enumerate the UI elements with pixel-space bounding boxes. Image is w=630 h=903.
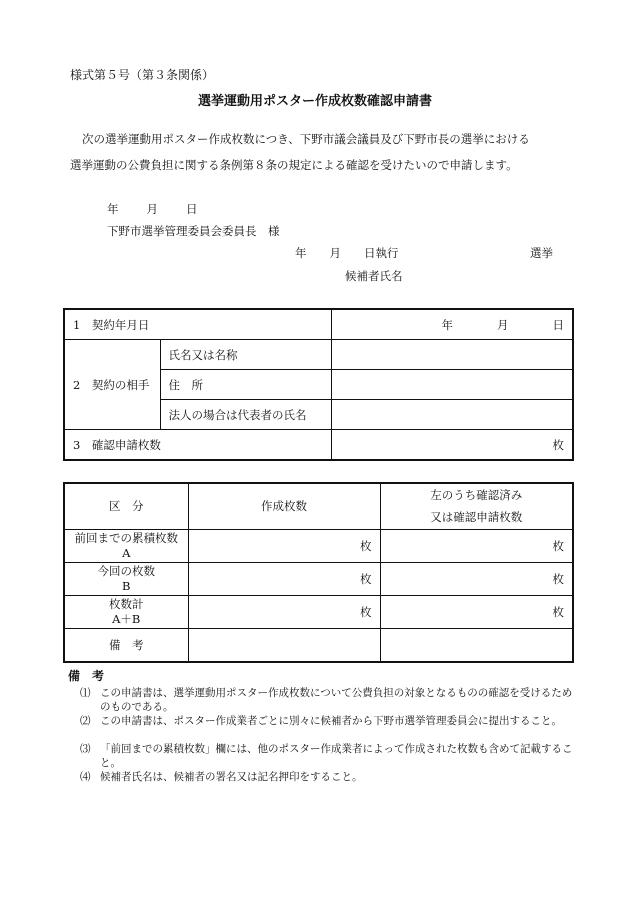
count-table: [63, 482, 574, 663]
table-header-row: [64, 483, 573, 529]
note-number: ⑵: [80, 715, 91, 727]
date-day: 日: [186, 202, 198, 216]
row-label-line-2: B: [122, 578, 131, 593]
contract-month: 月: [497, 317, 509, 332]
notes-heading: 備 考: [68, 669, 105, 683]
table-row: [64, 430, 573, 461]
note-item: [80, 770, 575, 784]
row-label: [64, 562, 188, 595]
request-count-field[interactable]: [331, 430, 573, 461]
intro-text: [70, 126, 570, 178]
contract-date-label: 1 契約年月日: [64, 309, 331, 340]
election-label: 選挙: [530, 246, 553, 260]
row-label: [64, 595, 188, 628]
note-number: ⑴: [80, 687, 91, 699]
party-address-label: 住 所: [160, 370, 331, 400]
unit-label: 枚: [360, 538, 372, 553]
intro-line-2: 選挙運動の公費負担に関する条例第８条の規定による確認を受けたいので申請します。: [70, 158, 518, 172]
remarks-field-b[interactable]: [380, 628, 573, 662]
party-rep-label: 法人の場合は代表者の氏名: [160, 400, 331, 430]
table-row: [64, 529, 573, 562]
confirmed-count-field[interactable]: [380, 529, 573, 562]
date-year: 年: [107, 202, 119, 216]
request-count-unit: 枚: [552, 437, 565, 452]
contract-party-label: 2 契約の相手: [64, 340, 160, 430]
note-item: [80, 742, 575, 770]
confirmed-count-header: [380, 483, 573, 529]
created-count-field[interactable]: [188, 529, 380, 562]
addressee: 下野市選挙管理委員会委員長 様: [107, 224, 280, 238]
party-rep-field[interactable]: [331, 400, 573, 430]
row-label-line-1: 枚数計: [109, 596, 144, 611]
note-text: 候補者氏名は、候補者の署名又は記名押印をすること。: [100, 771, 363, 783]
note-item: [80, 714, 575, 728]
note-number: ⑶: [80, 743, 91, 755]
intro-line-1: 次の選挙運動用ポスター作成枚数につき、下野市議会議員及び下野市長の選挙における: [82, 132, 530, 146]
contract-date-field[interactable]: [331, 309, 573, 340]
contract-table: [63, 308, 574, 461]
unit-label: 枚: [552, 604, 564, 619]
table-row: [64, 340, 573, 370]
note-text: この申請書は、ポスター作成業者ごとに別々に候補者から下野市選挙管理委員会に提出すること。: [100, 715, 562, 727]
date-month: 月: [146, 202, 158, 216]
row-label-line-2: A: [122, 545, 131, 560]
remarks-field-a[interactable]: [188, 628, 380, 662]
unit-label: 枚: [360, 571, 372, 586]
document-title: 選挙運動用ポスター作成枚数確認申請書: [197, 94, 432, 109]
row-label: [64, 529, 188, 562]
created-count-header: 作成枚数: [188, 483, 380, 529]
note-number: ⑷: [80, 771, 91, 783]
unit-label: 枚: [552, 571, 564, 586]
row-label-line-1: 今回の枚数: [97, 563, 155, 578]
table-row: [64, 628, 573, 662]
unit-label: 枚: [360, 604, 372, 619]
confirmed-count-field[interactable]: [380, 595, 573, 628]
note-item: [80, 686, 575, 714]
created-count-field[interactable]: [188, 562, 380, 595]
application-date: [107, 201, 198, 217]
party-name-field[interactable]: [331, 340, 573, 370]
contract-year: 年: [441, 317, 454, 332]
confirmed-count-field[interactable]: [380, 562, 573, 595]
contract-day: 日: [552, 317, 565, 332]
created-count-field[interactable]: [188, 595, 380, 628]
unit-label: 枚: [552, 538, 564, 553]
election-date: 年 月 日執行: [295, 246, 399, 260]
row-label-line-2: A＋B: [112, 611, 141, 626]
request-count-label: 3 確認申請枚数: [64, 430, 331, 461]
note-text: この申請書は、選挙運動用ポスター作成枚数について公費負担の対象となるものの確認を受けるためのものである。: [100, 687, 573, 713]
party-name-label: 氏名又は名称: [160, 340, 331, 370]
category-header: 区 分: [64, 483, 188, 529]
table-row: [64, 309, 573, 340]
table-row: [64, 595, 573, 628]
table-row: [64, 562, 573, 595]
confirmed-header-line-1: 左のうち確認済み: [430, 488, 523, 503]
candidate-name-label: 候補者氏名: [345, 269, 403, 283]
form-number: 様式第５号（第３条関係）: [70, 68, 215, 82]
note-text: 「前回までの累積枚数」欄には、他のポスター作成業者によって作成された枚数も含めて記載すること。: [100, 743, 573, 769]
confirmed-header-line-2: 又は確認申請枚数: [430, 510, 523, 525]
row-label-line-1: 前回までの累積枚数: [74, 530, 178, 545]
party-address-field[interactable]: [331, 370, 573, 400]
remarks-label: 備 考: [64, 628, 188, 662]
